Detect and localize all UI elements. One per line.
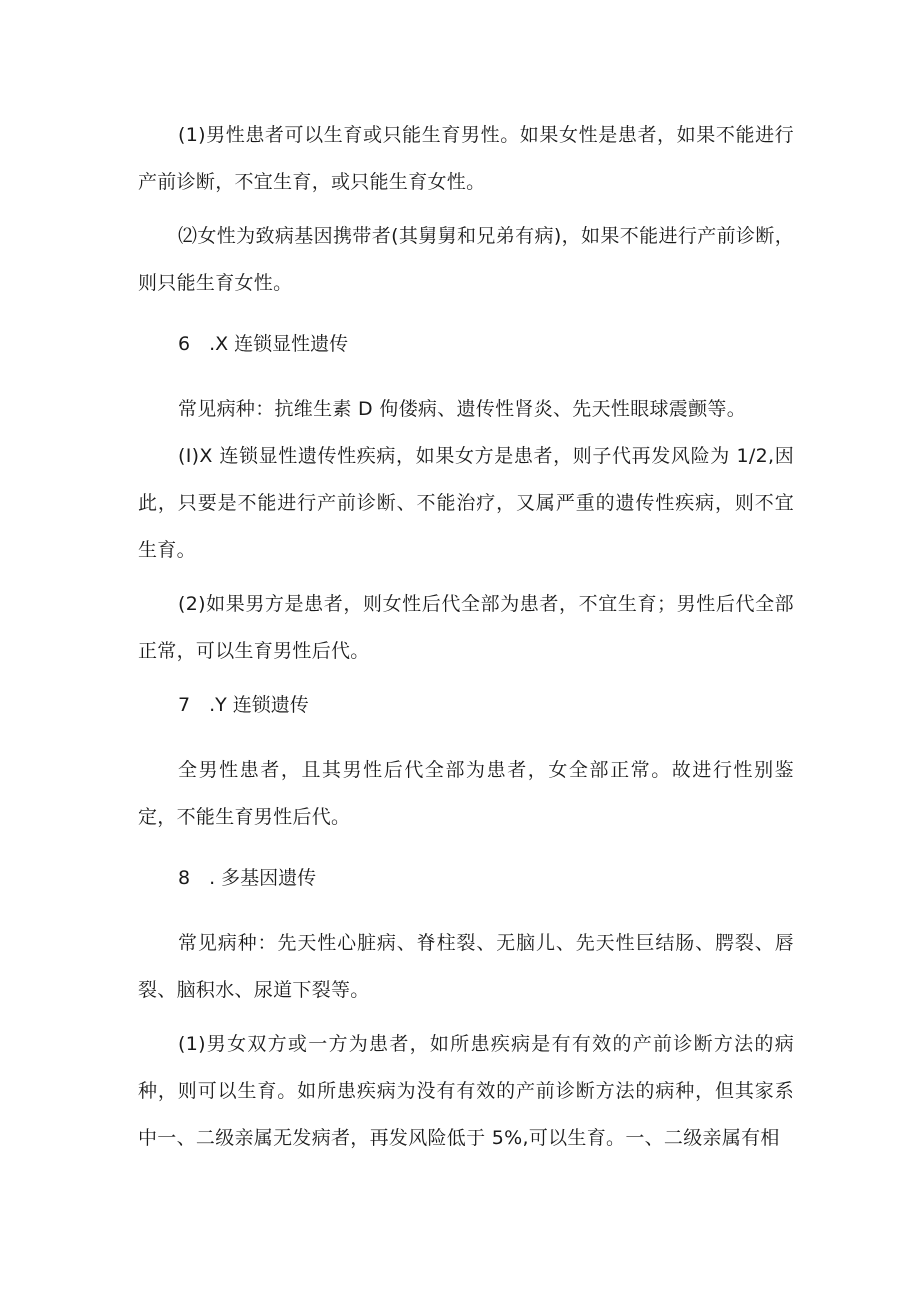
paragraph-x-dominant-diseases: 常见病种：抗维生素 D 佝偻病、遗传性肾炎、先天性眼球震颤等。 <box>178 398 747 420</box>
paragraph-x-dominant-male-patient: (2)如果男方是患者，则女性后代全部为患者，不宜生育；男性后代全部正常，可以生育男性后代。 <box>138 593 794 662</box>
paragraph-y-linked: 全男性患者，且其男性后代全部为患者，女全部正常。故进行性别鉴定，不能生育男性后代。 <box>138 759 794 828</box>
paragraph-x-dominant-female-patient: (I)X 连锁显性遗传性疾病，如果女方是患者，则子代再发风险为 1/2,因此，只要是不能进行产前诊断、不能治疗，又属严重的遗传性疾病，则不宜生育。 <box>138 445 794 561</box>
section-heading-polygenic: 8 . 多基因遗传 <box>178 867 317 889</box>
paragraph-polygenic-patients: (1)男女双方或一方为患者，如所患疾病是有有效的产前诊断方法的病种，则可以生育。如所患疾病为没有有效的产前诊断方法的病种，但其家系中一、二级亲属无发病者，再发风险低于 5%,可以生育。一、二级亲属有相 <box>138 1033 794 1149</box>
section-heading-y-linked: 7 .Y 连锁遗传 <box>178 694 309 716</box>
section-heading-x-dominant: 6 .X 连锁显性遗传 <box>178 333 349 355</box>
paragraph-polygenic-diseases: 常见病种：先天性心脏病、脊柱裂、无脑儿、先天性巨结肠、腭裂、唇裂、脑积水、尿道下裂等。 <box>138 932 794 1001</box>
document-body <box>138 112 794 1162</box>
paragraph-male-patient-x-recessive: (1)男性患者可以生育或只能生育男性。如果女性是患者，如果不能进行产前诊断，不宜生育，或只能生育女性。 <box>138 124 794 193</box>
paragraph-female-carrier: ⑵女性为致病基因携带者(其舅舅和兄弟有病)，如果不能进行产前诊断，则只能生育女性。 <box>138 225 794 294</box>
